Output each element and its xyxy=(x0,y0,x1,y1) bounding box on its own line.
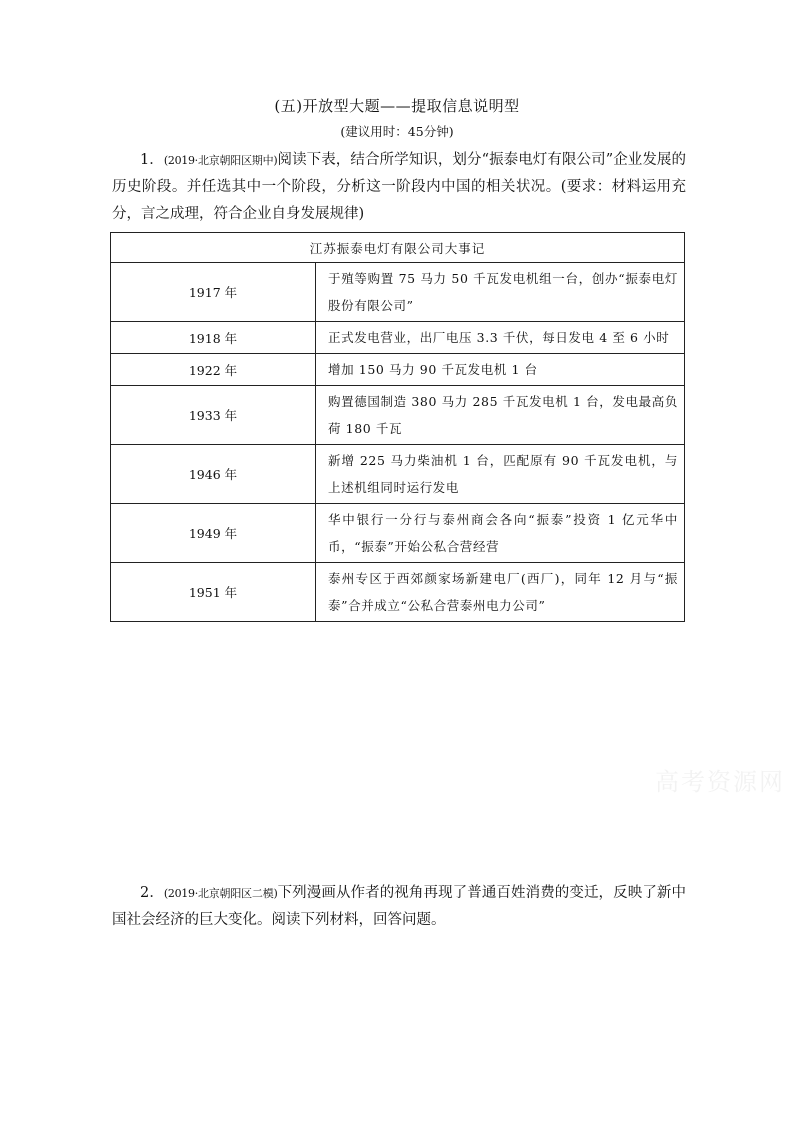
question-1-number: 1． xyxy=(140,152,164,168)
question-2-number: 2． xyxy=(140,885,164,901)
year-cell: 1949 年 xyxy=(111,504,316,563)
question-2-text: 下列漫画从作者的视角再现了普通百姓消费的变迁，反映了新中国社会经济的巨大变化。阅读下列材料，回答问题。 xyxy=(112,885,686,928)
year-cell: 1917 年 xyxy=(111,263,316,322)
question-2 xyxy=(112,880,686,934)
event-cell: 购置德国制造 380 马力 285 千瓦发电机 1 台，发电最高负荷 180 千瓦 xyxy=(316,386,685,445)
question-1 xyxy=(112,147,686,228)
event-cell: 于殖等购置 75 马力 50 千瓦发电机组一台，创办“振泰电灯股份有限公司” xyxy=(316,263,685,322)
event-cell: 正式发电营业，出厂电压 3.3 千伏，每日发电 4 至 6 小时 xyxy=(316,322,685,354)
table-row xyxy=(111,445,685,504)
table-row xyxy=(111,322,685,354)
table-caption-row xyxy=(111,233,685,263)
question-1-source: (2019·北京朝阳区期中) xyxy=(163,154,278,167)
table-row xyxy=(111,563,685,622)
year-cell: 1946 年 xyxy=(111,445,316,504)
year-cell: 1918 年 xyxy=(111,322,316,354)
question-2-source: (2019·北京朝阳区二模) xyxy=(163,887,278,900)
table-caption: 江苏振泰电灯有限公司大事记 xyxy=(111,233,685,263)
event-cell: 新增 225 马力柴油机 1 台，匹配原有 90 千瓦发电机，与上述机组同时运行发电 xyxy=(316,445,685,504)
time-hint: (建议用时：45分钟) xyxy=(340,124,454,139)
year-cell: 1933 年 xyxy=(111,386,316,445)
event-cell: 增加 150 马力 90 千瓦发电机 1 台 xyxy=(316,354,685,386)
table-row xyxy=(111,354,685,386)
watermark: 高考资源网 xyxy=(655,768,785,796)
page-title: (五)开放型大题——提取信息说明型 xyxy=(274,97,520,115)
table-row xyxy=(111,386,685,445)
event-cell: 华中银行一分行与泰州商会各向“振泰”投资 1 亿元华中币，“振泰”开始公私合营经营 xyxy=(316,504,685,563)
event-cell: 泰州专区于西郊颜家场新建电厂(西厂)，同年 12 月与“振泰”合并成立“公私合营泰州电力公司” xyxy=(316,563,685,622)
question-1-text: 阅读下表，结合所学知识，划分“振泰电灯有限公司”企业发展的历史阶段。并任选其中一个阶段，分析这一阶段内中国的相关状况。(要求：材料运用充分，言之成理，符合企业自身发展规律) xyxy=(112,152,687,222)
table-row xyxy=(111,504,685,563)
year-cell: 1951 年 xyxy=(111,563,316,622)
year-cell: 1922 年 xyxy=(111,354,316,386)
events-table xyxy=(110,232,685,622)
table-row xyxy=(111,263,685,322)
